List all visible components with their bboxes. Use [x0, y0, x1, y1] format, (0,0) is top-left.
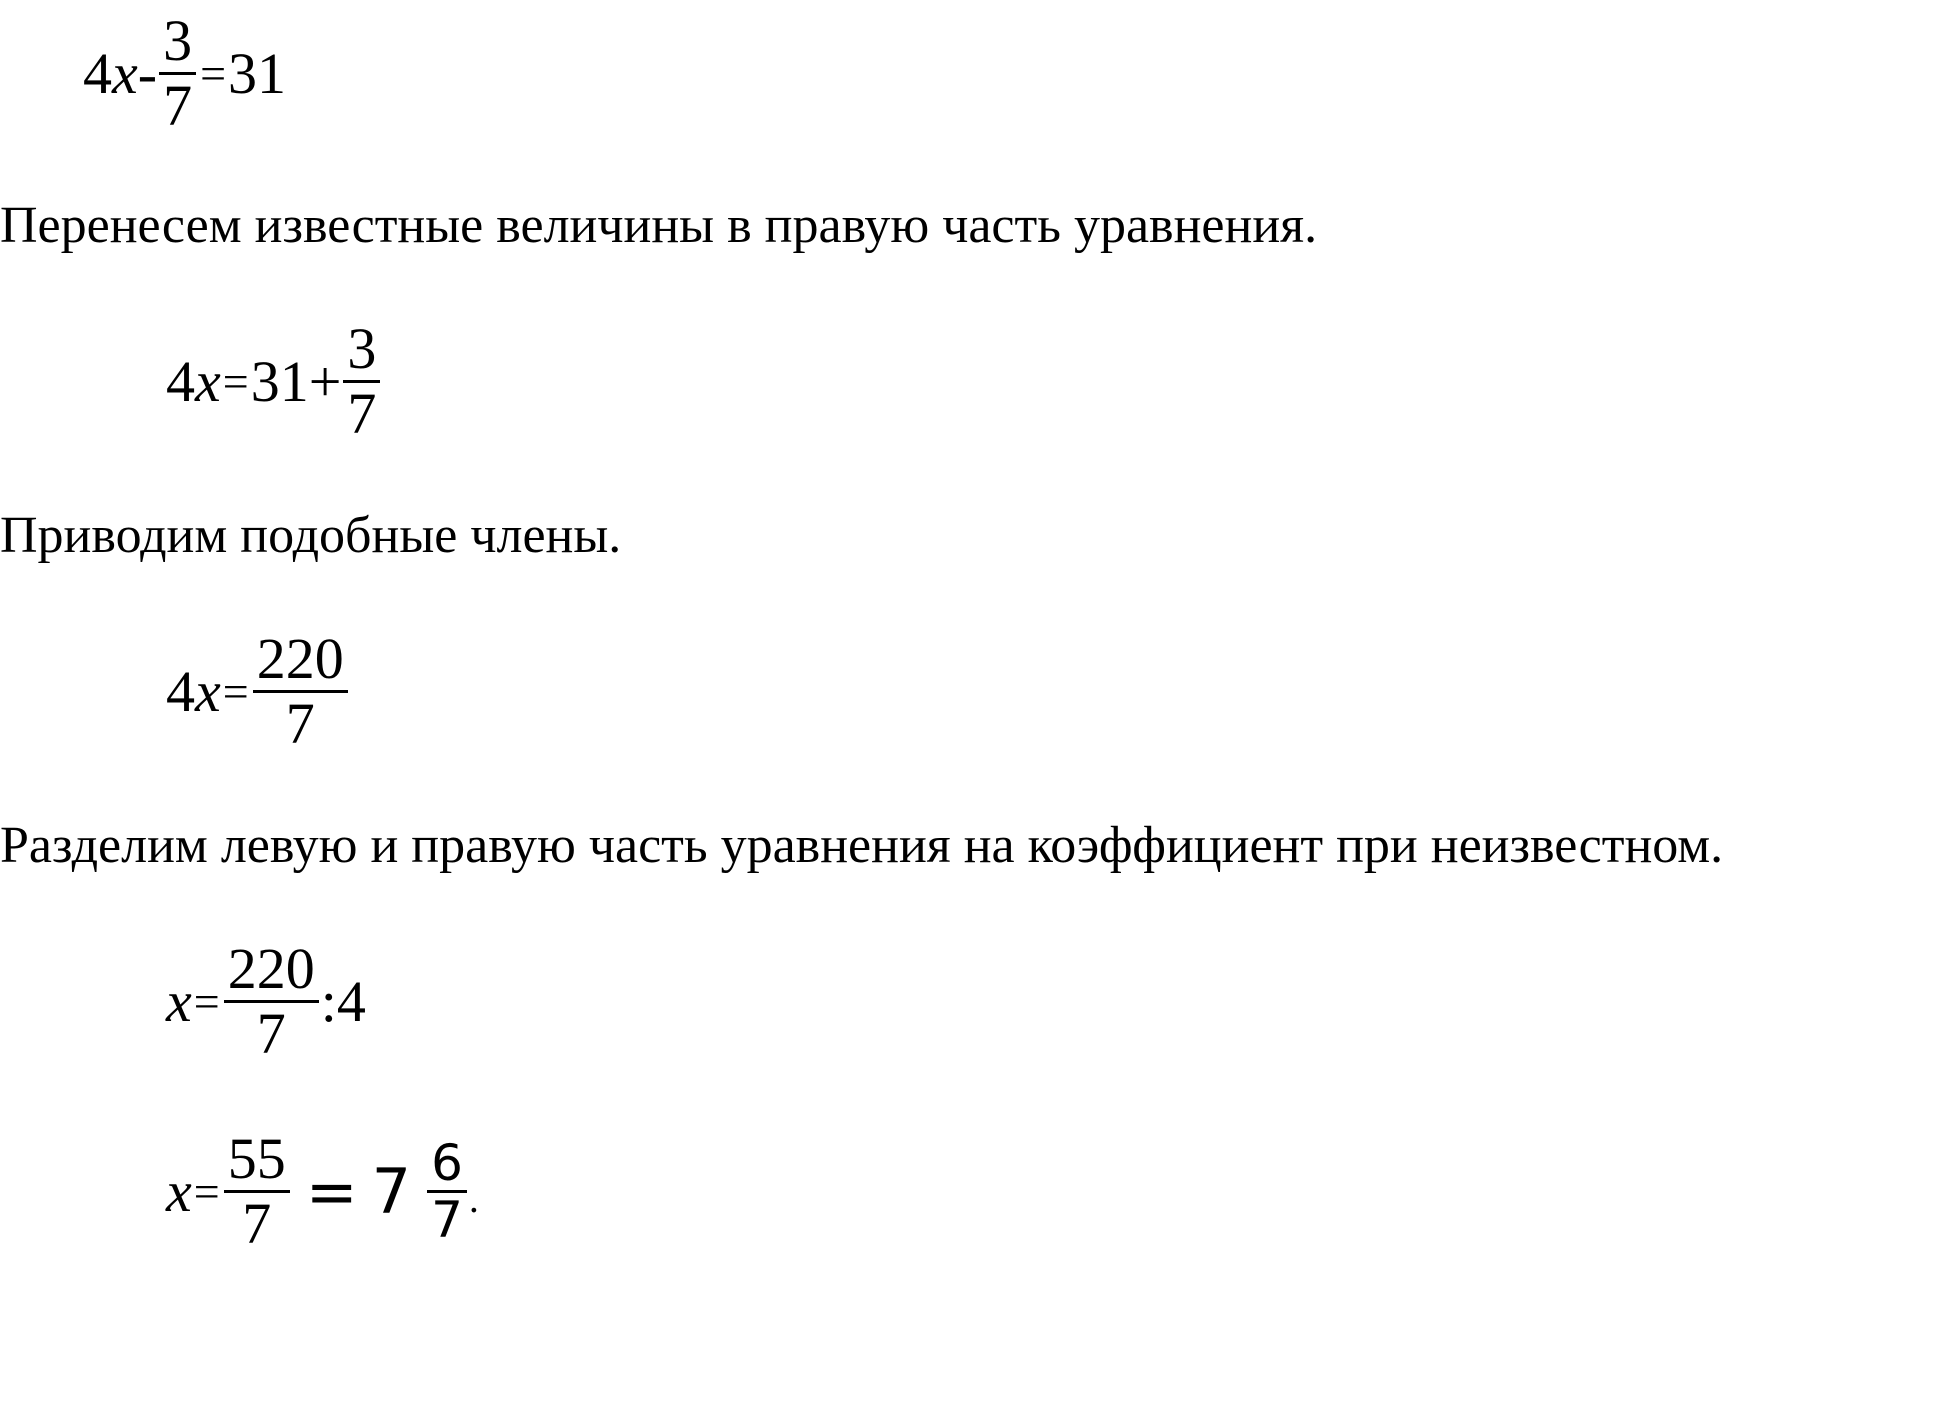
variable: x	[195, 658, 221, 724]
operator: -	[137, 40, 158, 106]
equals-sign: =	[200, 47, 227, 99]
denominator: 7	[431, 1191, 463, 1249]
right-hand-side: 31	[228, 40, 287, 106]
denominator: 7	[242, 1191, 272, 1256]
mixed-number-fraction	[427, 1134, 467, 1249]
numerator: 55	[224, 1130, 290, 1193]
fraction	[159, 8, 196, 138]
denominator: 7	[285, 691, 315, 756]
equals-sign: =	[193, 1165, 220, 1217]
equals-sign: =	[222, 665, 249, 717]
fraction	[224, 1126, 290, 1256]
step-text-3: Разделим левую и правую часть уравнения на коэффициент при неизвестном.	[0, 817, 1724, 874]
division-term: :4	[320, 968, 366, 1034]
coefficient: 4	[166, 348, 195, 414]
equation-1	[83, 8, 287, 138]
mixed-number-whole: 7	[371, 1154, 412, 1228]
coefficient: 4	[83, 40, 112, 106]
step-text-1: Перенесем известные величины в правую часть уравнения.	[0, 197, 1318, 254]
equation-2	[166, 316, 382, 446]
equals-sign: =	[193, 975, 220, 1027]
equation-3	[166, 626, 350, 756]
equation-5	[166, 1126, 479, 1256]
equals-sign-large: =	[305, 1154, 358, 1228]
numerator: 3	[159, 12, 196, 75]
equation-4	[166, 936, 366, 1066]
variable: x	[195, 348, 221, 414]
fraction	[343, 316, 380, 446]
fraction	[253, 626, 348, 756]
denominator: 7	[163, 73, 193, 138]
variable: x	[112, 40, 138, 106]
fraction	[224, 936, 319, 1066]
variable: x	[166, 968, 192, 1034]
equals-sign: =	[222, 355, 249, 407]
denominator: 7	[347, 381, 377, 446]
numerator: 220	[224, 940, 319, 1003]
numerator: 220	[253, 630, 348, 693]
coefficient: 4	[166, 658, 195, 724]
sum-term: 31+	[250, 348, 342, 414]
denominator: 7	[256, 1001, 286, 1066]
step-text-2: Приводим подобные члены.	[0, 507, 622, 564]
variable: x	[166, 1158, 192, 1224]
numerator: 6	[427, 1138, 467, 1193]
numerator: 3	[343, 320, 380, 383]
period: .	[468, 1176, 479, 1221]
